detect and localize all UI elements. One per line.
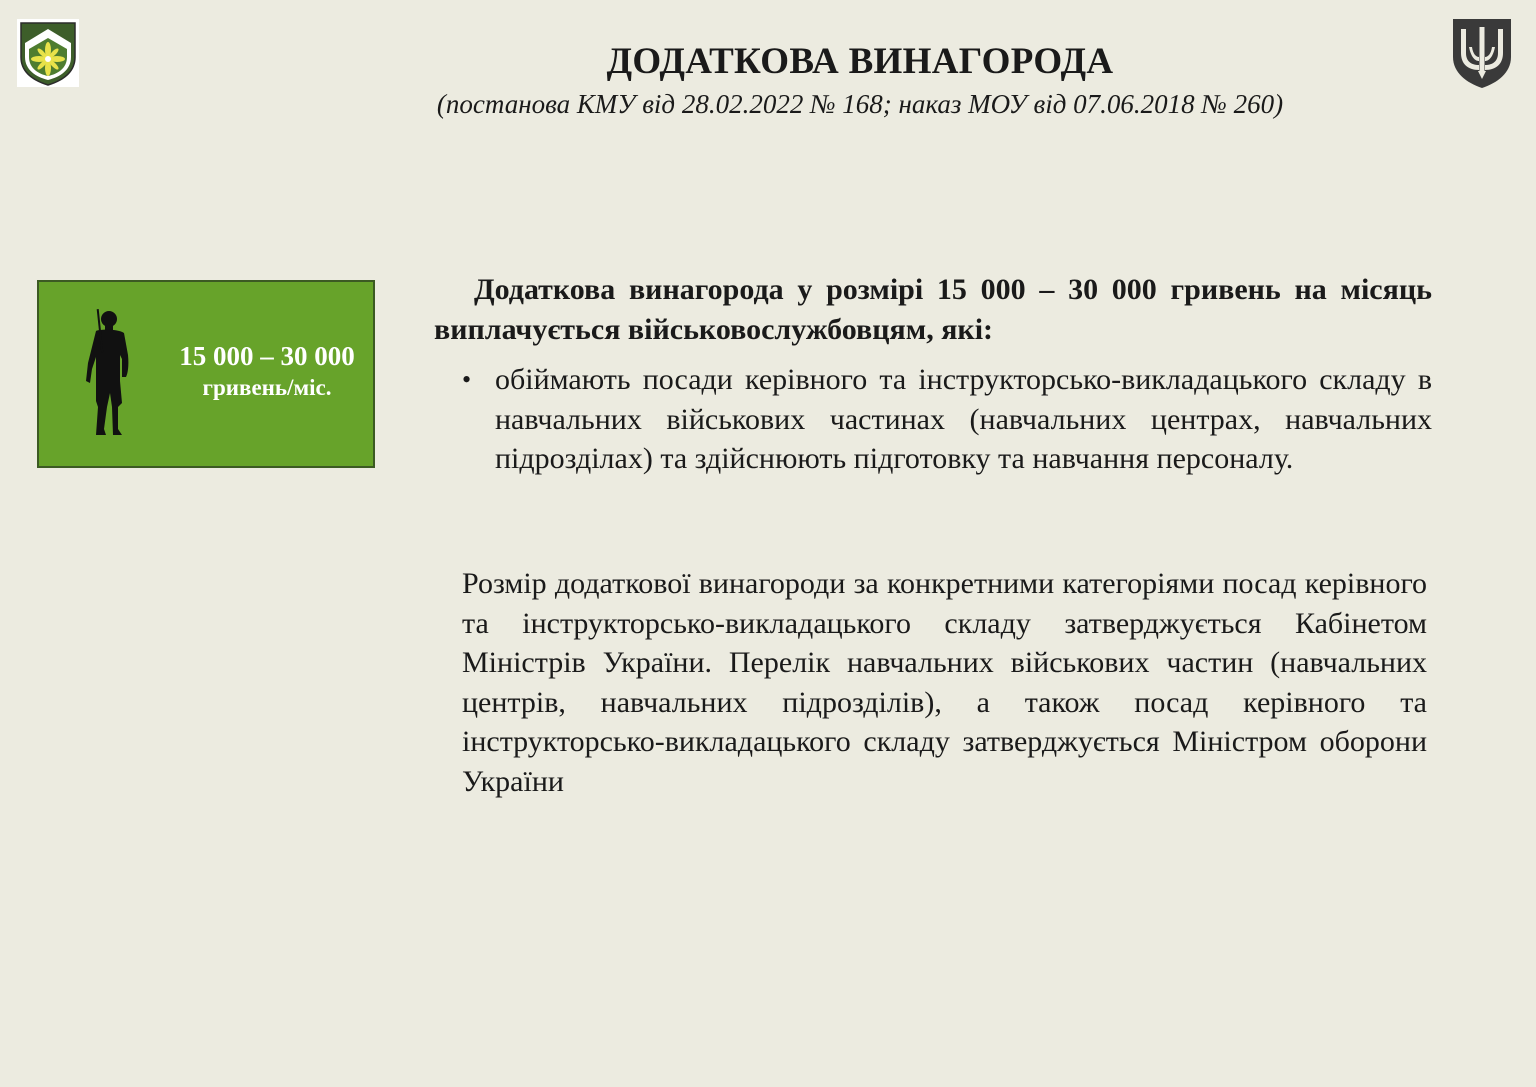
page-subtitle: (постанова КМУ від 28.02.2022 № 168; наказ МОУ від 07.06.2018 № 260) — [436, 89, 1284, 119]
details-paragraph: Розмір додаткової винагороди за конкретними категоріями посад керівного та інструкторсько-викладацького складу затверджується Кабінетом Міністрів України. Перелік навчальних військових частин (навчальних центрів, навчальних підрозділів), а також посад керівного та інструкторсько-викладацького складу затверджується Міністром оборони України — [462, 567, 1427, 798]
soldier-silhouette-icon — [82, 307, 134, 441]
eligibility-list — [462, 360, 1432, 479]
amount-unit: гривень/міс. — [202, 374, 332, 400]
list-item-text: обіймають посади керівного та інструкторсько-викладацького складу в навчальних військових частинах (навчальних центрах, навчальних підрозділах) та здійснюють підготовку та навчання персоналу. — [495, 363, 1432, 475]
bullet-icon: • — [462, 365, 472, 394]
amount-label — [172, 340, 362, 403]
page-title: ДОДАТКОВА ВИНАГОРОДА — [606, 41, 1114, 82]
lead-paragraph: Додаткова винагорода у розмірі 15 000 – 30 000 гривень на місяць виплачується військовослужбовцям, які: — [434, 273, 1432, 346]
amount-value: 15 000 – 30 000 — [179, 341, 355, 371]
list-item — [462, 360, 1432, 479]
